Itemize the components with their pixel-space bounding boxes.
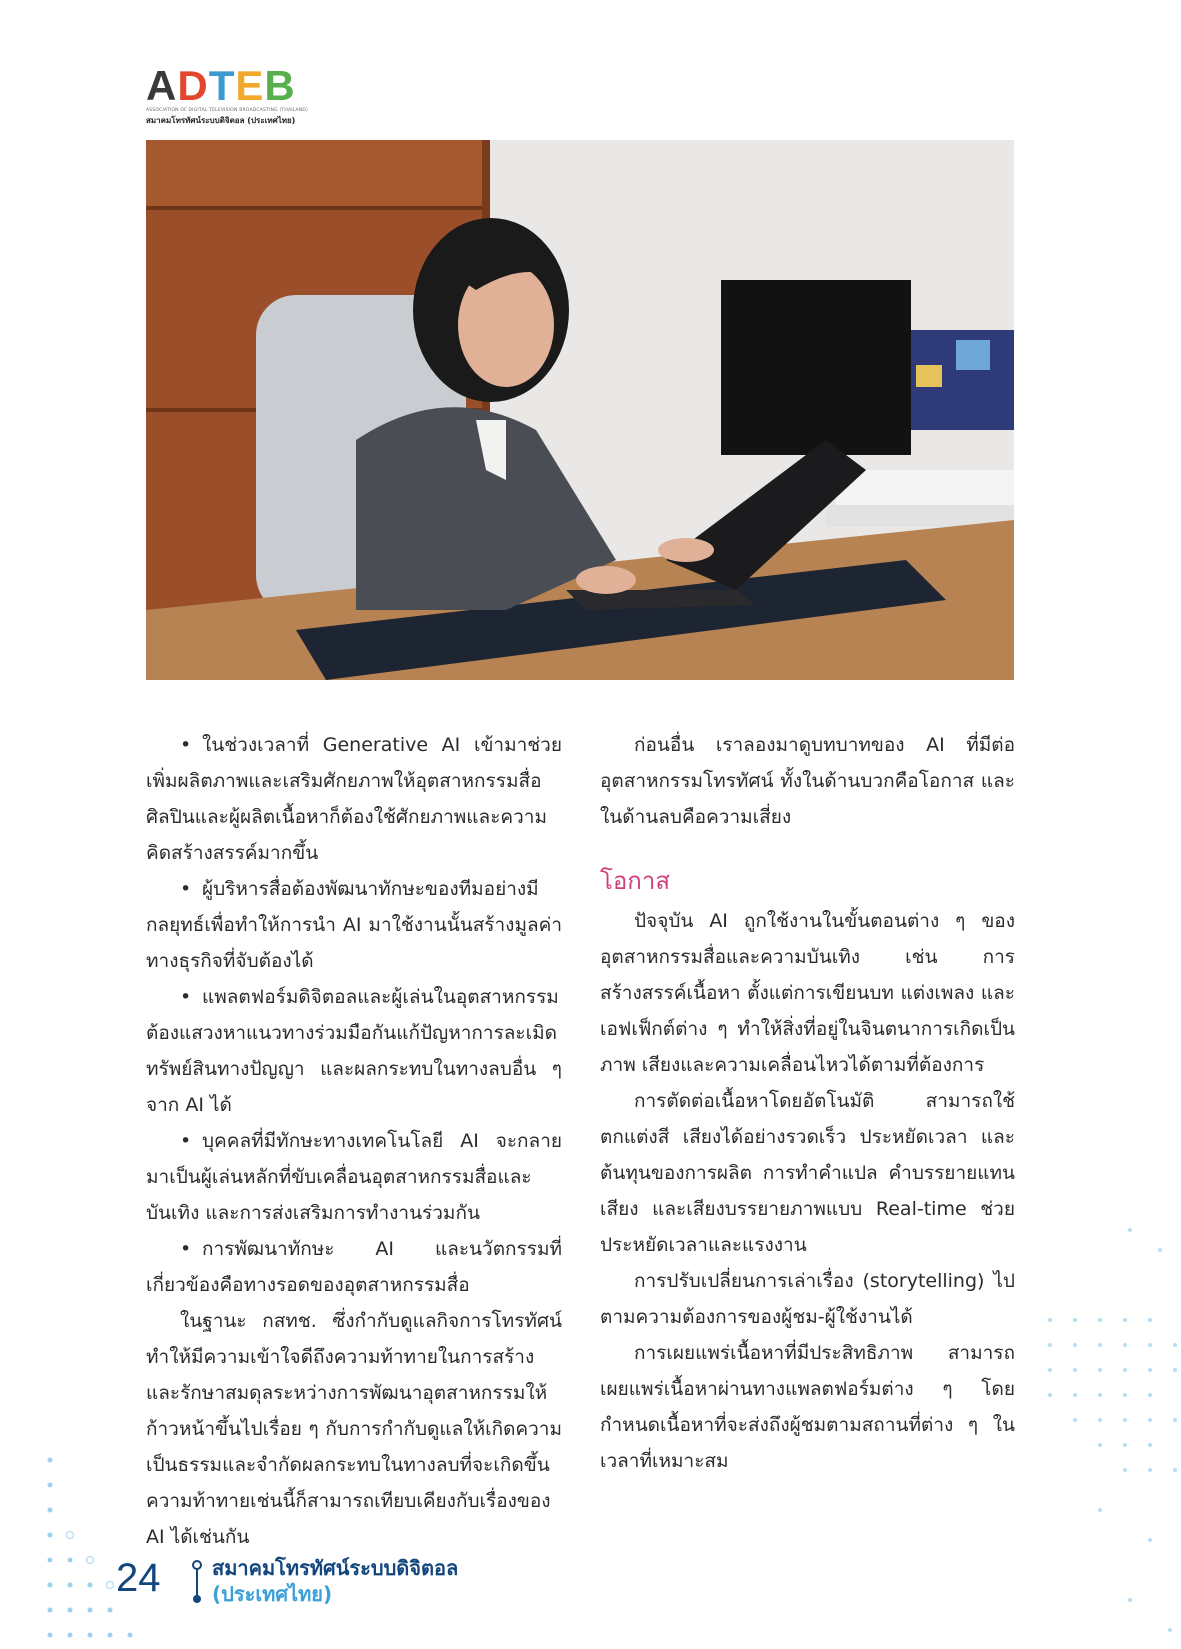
left-column	[146, 727, 562, 1555]
page-number: 24	[116, 1556, 161, 1600]
body-paragraph: การปรับเปลี่ยนการเล่าเรื่อง (storytelling) ไปตามความต้องการของผู้ชม-ผู้ใช้งานได้	[600, 1270, 1015, 1328]
bullet-item: • การพัฒนาทักษะ AI และนวัตกรรมที่เกี่ยวข้องคือทางรอดของอุตสาหกรรมสื่อ	[146, 1238, 562, 1296]
right-column	[600, 727, 1015, 1479]
logo-thai-name: สมาคมโทรทัศน์ระบบดิจิตอล (ประเทศไทย)	[146, 116, 296, 125]
decorative-dots-left	[40, 1440, 150, 1649]
body-paragraph: ปัจจุบัน AI ถูกใช้งานในขั้นตอนต่าง ๆ ของอุตสาหกรรมสื่อและความบันเทิง เช่น การสร้างสรรค์เนื้อหา ตั้งแต่การเขียนบท แต่งเพลง และเอฟเฟ็กต์ต่าง ๆ ทำให้สิ่งที่อยู่ในจินตนาการเกิดเป็นภาพ เสียงและความเคลื่อนไหวได้ตามที่ต้องการ	[600, 910, 1015, 1076]
body-paragraph: การตัดต่อเนื้อหาโดยอัตโนมัติ สามารถใช้ตกแต่งสี เสียงได้อย่างรวดเร็ว ประหยัดเวลา และต้นทุนของการผลิต การทำคำแปล คำบรรยายแทนเสียง และเสียงบรรยายภาพแบบ Real-time ช่วยประหยัดเวลาและแรงงาน	[600, 1090, 1015, 1256]
footer-separator-icon	[190, 1560, 204, 1604]
footer-title: สมาคมโทรทัศน์ระบบดิจิตอล	[212, 1556, 459, 1580]
body-paragraph: การเผยแพร่เนื้อหาที่มีประสิทธิภาพ สามารถเผยแพร่เนื้อหาผ่านทางแพลตฟอร์มต่าง ๆ โดยกำหนดเนื้อหาที่จะส่งถึงผู้ชมตามสถานที่ต่าง ๆ ในเวลาที่เหมาะสม	[600, 1342, 1015, 1472]
decorative-dots-right	[1030, 1220, 1181, 1649]
bullet-item: • ในช่วงเวลาที่ Generative AI เข้ามาช่วยเพิ่มผลิตภาพและเสริมศักยภาพให้อุตสาหกรรมสื่อ ศิลปินและผู้ผลิตเนื้อหาก็ต้องใช้ศักยภาพและความคิดสร้างสรรค์มากขึ้น	[146, 734, 562, 864]
intro-paragraph: ก่อนอื่น เราลองมาดูบทบาทของ AI ที่มีต่ออุตสาหกรรมโทรทัศน์ ทั้งในด้านบวกคือโอกาส และในด้านลบคือความเสี่ยง	[600, 734, 1015, 828]
bullet-item: • บุคคลที่มีทักษะทางเทคโนโลยี AI จะกลายมาเป็นผู้เล่นหลักที่ขับเคลื่อนอุตสาหกรรมสื่อและบันเทิง และการส่งเสริมการทำงานร่วมกัน	[146, 1130, 562, 1224]
logo-subtitle: ASSOCIATION OF DIGITAL TELEVISION BROADCASTING (THAILAND)	[146, 108, 309, 113]
closing-paragraph: ในฐานะ กสทช. ซึ่งกำกับดูแลกิจการโทรทัศน์ ทำให้มีความเข้าใจดีถึงความท้าทายในการสร้างและรักษาสมดุลระหว่างการพัฒนาอุตสาหกรรมให้ก้าวหน้าขึ้นไปเรื่อย ๆ กับการกำกับดูแลให้เกิดความเป็นธรรมและจำกัดผลกระทบในทางลบที่จะเกิดขึ้น ความท้าทายเช่นนี้ก็สามารถเทียบเคียงกับเรื่องของ AI ได้เช่นกัน	[146, 1310, 562, 1548]
adteb-logo	[146, 62, 309, 125]
portrait-photo	[146, 140, 1014, 680]
section-heading-opportunity: โอกาส	[600, 867, 670, 895]
bullet-item: • ผู้บริหารสื่อต้องพัฒนาทักษะของทีมอย่างมีกลยุทธ์เพื่อทำให้การนำ AI มาใช้งานนั้นสร้างมูลค่าทางธุรกิจที่จับต้องได้	[146, 878, 562, 972]
bullet-item: • แพลตฟอร์มดิจิตอลและผู้เล่นในอุตสาหกรรมต้องแสวงหาแนวทางร่วมมือกันแก้ปัญหาการละเมิดทรัพย์สินทางปัญญา และผลกระทบในทางลบอื่น ๆ จาก AI ได้	[146, 986, 562, 1116]
logo-wordmark: ADTEB	[146, 62, 296, 109]
footer-subtitle: (ประเทศไทย)	[212, 1582, 333, 1606]
